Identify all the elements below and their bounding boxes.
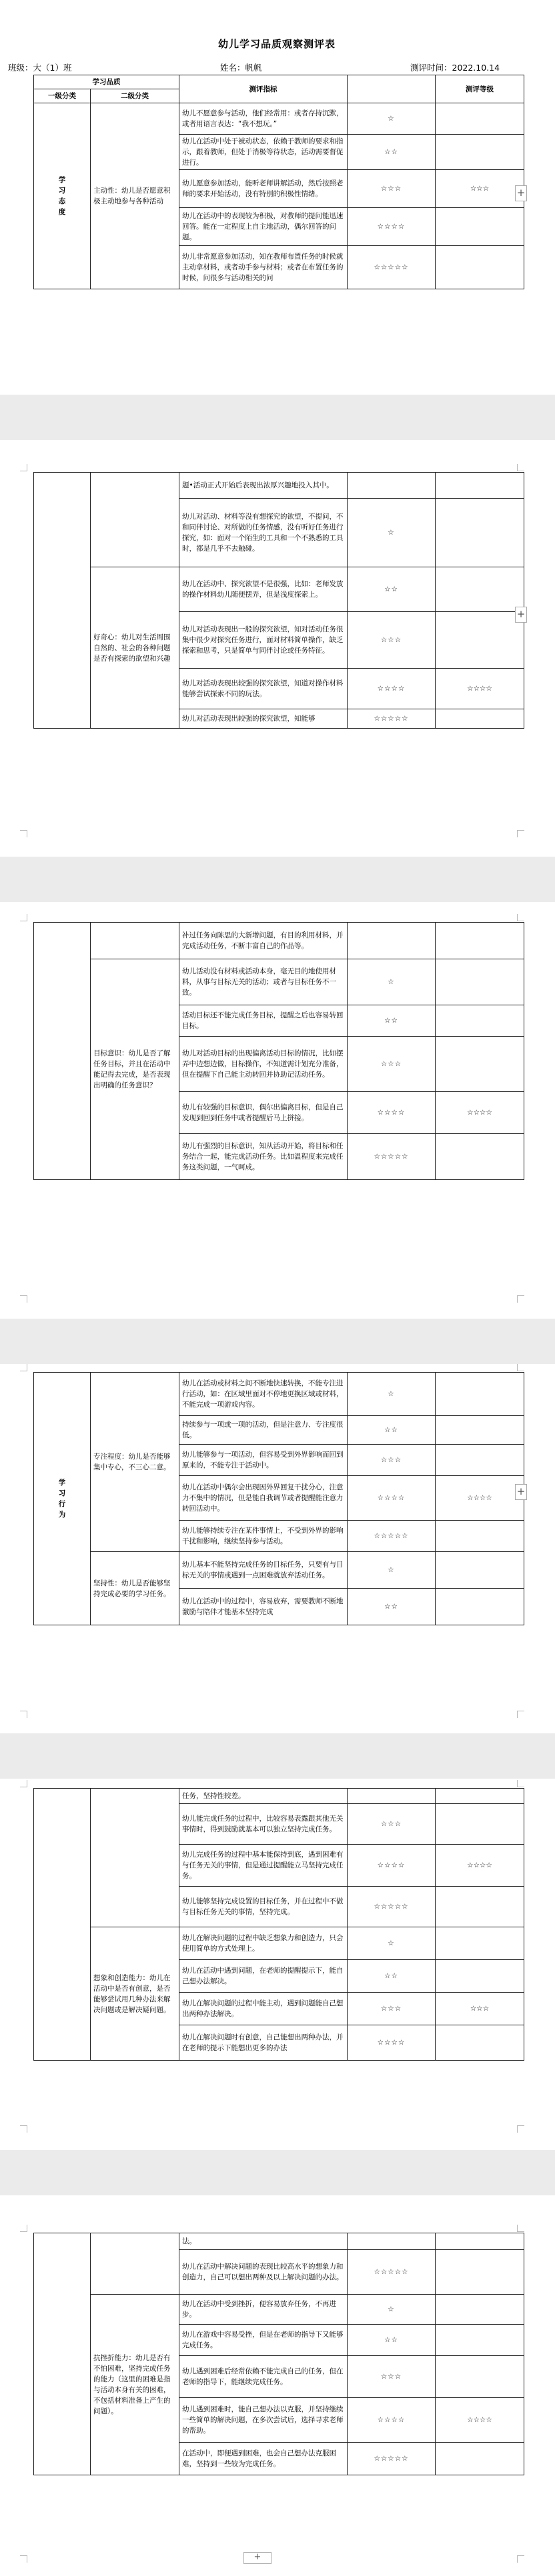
indicator-cell[interactable]: 幼儿非常愿意参加活动，知在教师布置任务的时候就主动拿材料，或者动手参与材料；或者在布置任务的时候，问很多与活动相关的问 (179, 246, 348, 289)
star-rating: ☆☆☆☆☆ (348, 1887, 436, 1927)
page-gap (0, 1733, 555, 1779)
indicator-cell[interactable]: 幼儿在游戏中容易受挫，但是在老师的指导下又能够完成任务。 (179, 2325, 348, 2356)
header-grade: 测评等级 (436, 75, 524, 103)
add-row-button[interactable]: + (243, 2552, 271, 2564)
category-blank (34, 2233, 91, 2475)
grade-cell[interactable]: ☆☆☆ (436, 1993, 524, 2025)
indicator-cell[interactable]: 幼儿在活动中的过程中，容易放弃，需要教师不断地激励与陪伴才能基本坚持完成 (179, 1589, 348, 1625)
document-page-5 (20, 1779, 534, 2150)
indicator-cell[interactable]: 幼儿基本不能坚持完成任务的目标任务，只要有与目标无关的事情或遇到一点困难就放弃活动任务。 (179, 1552, 348, 1589)
evaluation-table (33, 1372, 524, 1625)
indicator-cell[interactable]: 幼儿在活动中遇到问题，在老师的提醒提示下，能自己想办法解决。 (179, 1960, 348, 1993)
subcategory-initiative: 主动性：幼儿是否愿意积极主动地参与各种活动 (91, 103, 179, 289)
evaluation-table (33, 472, 524, 729)
indicator-cell[interactable]: 幼儿在解决问题的过程中能主动，遇到问题能自己想出两种办法解决。 (179, 1993, 348, 2025)
corner-mark (20, 1780, 27, 1787)
star-rating: ☆ (348, 1373, 436, 1416)
grade-cell[interactable] (436, 103, 524, 135)
subcategory-resilience: 抗挫折能力：幼儿是否有不怕困难，坚持完成任务的能力（这里的困难是指与活动本身有关的困难，不包括材料准备上产生的问题）。 (91, 2295, 179, 2475)
subcategory-focus: 专注程度：幼儿是否能够集中专心，不三心二意。 (91, 1373, 179, 1552)
corner-mark (517, 1295, 524, 1303)
grade-cell[interactable] (436, 1037, 524, 1092)
star-rating: ☆☆☆☆ (348, 1092, 436, 1134)
header-stars (348, 75, 436, 103)
grade-cell[interactable] (436, 1960, 524, 1993)
grade-cell[interactable] (436, 1134, 524, 1180)
indicator-cell[interactable]: 幼儿对活动表现出一般的探究欲望，知对活动任务很集中很少对探究任务进行，面对材料简单操作，缺乏探索和思考，只是简单与同伴讨论或任务特征。 (179, 612, 348, 669)
indicator-cell[interactable]: 幼儿对活动目标的出现偏离活动目标的情况，比如摆弄中边想边做，目标操作，不知道需计划充分准备，但在提醒下自己能主动转回并协助记活动任务。 (179, 1037, 348, 1092)
evaluation-table (33, 2233, 524, 2475)
corner-mark (20, 914, 27, 921)
grade-cell[interactable] (436, 1589, 524, 1625)
grade-cell[interactable] (436, 1887, 524, 1927)
corner-mark (517, 2225, 524, 2232)
corner-mark (20, 2225, 27, 2232)
subcategory-blank (91, 2233, 179, 2295)
header-level2: 二级分类 (91, 89, 179, 103)
star-rating: ☆☆ (348, 1005, 436, 1037)
header-group: 学习品质 (34, 75, 179, 89)
grade-cell[interactable] (436, 2025, 524, 2061)
corner-mark (20, 1364, 27, 1371)
indicator-cell[interactable]: 题•活动正式开始后表现出浓厚兴趣地投入其中。 (179, 473, 348, 499)
indicator-cell[interactable]: 幼儿活动没有材料或活动本身，毫无目的地使用材料，从事与目标无关的活动；或者与目标任务不一致。 (179, 959, 348, 1005)
category-blank (34, 923, 91, 1180)
corner-mark (20, 2125, 27, 2133)
star-rating: ☆ (348, 959, 436, 1005)
star-rating: ☆ (348, 103, 436, 135)
grade-cell[interactable] (436, 2295, 524, 2325)
page-gap (0, 395, 555, 440)
indicator-cell[interactable]: 在活动中，即便遇到困难，也会自己想办法克服困难，坚持到一些较为完成任务。 (179, 2443, 348, 2475)
header-level1: 一级分类 (34, 89, 91, 103)
corner-mark (20, 1711, 27, 1718)
corner-mark (20, 464, 27, 471)
document-page-4 (20, 1364, 534, 1733)
corner-mark (517, 1711, 524, 1718)
corner-mark (517, 2125, 524, 2133)
grade-cell[interactable] (436, 923, 524, 959)
category-blank (34, 473, 91, 729)
grade-cell[interactable] (436, 1445, 524, 1476)
star-rating: ☆☆☆ (348, 612, 436, 669)
grade-cell[interactable] (436, 1552, 524, 1589)
evaluation-table (33, 922, 524, 1180)
indicator-cell[interactable]: 幼儿在活动中解决问题的表现比较高水平的想象力和创造力，自己可以想出两种及以上解决问题的办法。 (179, 2250, 348, 2295)
indicator-cell[interactable]: 幼儿在活动或材料之间不断地快速转换，不能专注进行活动，如：在区域里面对不停地更换区域或材料，不能完成一项游戏内容。 (179, 1373, 348, 1416)
corner-mark (517, 1364, 524, 1371)
page-gap (0, 2150, 555, 2195)
evaluation-table (33, 1788, 524, 2061)
document-page-3 (20, 902, 534, 1319)
indicator-cell[interactable]: 幼儿遇到困难时，能自己想办法以克服，并坚持继续一些简单的解决问题，在多次尝试后，选择寻求老师的帮助。 (179, 2398, 348, 2443)
grade-cell[interactable] (436, 1789, 524, 1804)
star-rating: ☆☆ (348, 1589, 436, 1625)
grade-cell[interactable] (436, 1804, 524, 1845)
star-rating: ☆☆☆ (348, 2356, 436, 2398)
star-rating: ☆☆☆ (348, 1445, 436, 1476)
star-rating: ☆☆☆☆☆ (348, 1134, 436, 1180)
document-page-1 (8, 0, 534, 395)
grade-cell[interactable] (436, 2325, 524, 2356)
subcategory-goal: 目标意识：幼儿是否了解任务目标，并且在活动中能记得去完成，是否表现出明确的任务意识？ (91, 959, 179, 1180)
grade-cell[interactable]: ☆☆☆☆ (436, 1476, 524, 1521)
star-rating: ☆☆ (348, 2325, 436, 2356)
add-column-button[interactable]: + (515, 1484, 527, 1500)
document-page-2 (20, 440, 534, 857)
corner-mark (20, 2555, 27, 2563)
grade-cell[interactable] (436, 1927, 524, 1960)
grade-cell[interactable] (436, 709, 524, 729)
grade-cell[interactable] (436, 208, 524, 246)
subcategory-blank (91, 1789, 179, 1927)
star-rating: ☆☆☆☆☆ (348, 2443, 436, 2475)
star-rating: ☆ (348, 499, 436, 567)
star-rating: ☆☆☆☆ (348, 2025, 436, 2061)
evaluation-table (33, 75, 524, 289)
indicator-cell[interactable]: 幼儿对活动表现出较强的探究欲望，知能够 (179, 709, 348, 729)
grade-cell[interactable] (436, 246, 524, 289)
indicator-cell[interactable]: 幼儿在解决问题的过程中缺乏想象力和创造力，只会使用简单的方式处理上。 (179, 1927, 348, 1960)
star-rating: ☆☆☆☆ (348, 1845, 436, 1887)
doc-title: 幼儿学习品质观察测评表 (217, 38, 336, 50)
grade-cell[interactable] (436, 1373, 524, 1416)
corner-mark (20, 1295, 27, 1303)
indicator-cell[interactable]: 幼儿完成任务的过程中基本能保持到底，遇到困难有与任务无关的事情，但是通过提醒能立马坚持完成任务。 (179, 1845, 348, 1887)
grade-cell[interactable]: ☆☆☆☆ (436, 2398, 524, 2443)
page-gap (0, 857, 555, 902)
corner-mark (20, 830, 27, 837)
header-indicator: 测评指标 (179, 75, 348, 103)
category-attitude: 学 习 态 度 (34, 103, 91, 289)
star-rating: ☆☆☆ (348, 170, 436, 208)
star-rating: ☆☆☆ (348, 1804, 436, 1845)
star-rating: ☆☆ (348, 567, 436, 612)
star-rating: ☆☆☆☆☆ (348, 2250, 436, 2295)
corner-mark (517, 830, 524, 837)
star-rating: ☆ (348, 2295, 436, 2325)
grade-cell[interactable]: ☆☆☆☆ (436, 669, 524, 709)
corner-mark (517, 464, 524, 471)
subcategory-blank (91, 473, 179, 567)
page-gap (0, 1319, 555, 1364)
indicator-cell[interactable]: 活动目标还不能完成任务目标，提醒之后也容易转回目标。 (179, 1005, 348, 1037)
grade-cell[interactable]: ☆☆☆☆ (436, 1092, 524, 1134)
indicator-cell[interactable]: 幼儿有较强的目标意识，偶尔出偏离目标，但是自己发现到回到任务中或者提醒后马上拼接。 (179, 1092, 348, 1134)
star-rating: ☆☆☆☆ (348, 669, 436, 709)
subcategory-blank (91, 923, 179, 959)
class-info: 班级：大（1）班 (8, 63, 72, 73)
star-rating: ☆ (348, 1927, 436, 1960)
indicator-cell[interactable]: 幼儿对活动、材料等没有想探究的欲望，不提问，不和同伴讨论、对所做的任务情感，没有听好任务进行探究，如：面对一个陌生的工具和一个不熟悉的工具时，都是几乎不去触碰。 (179, 499, 348, 567)
indicator-cell[interactable]: 幼儿在活动中处于被动状态，依赖于教师的要求和指示，跟着教师，但处于消极等待状态，活动需要督促进行。 (179, 135, 348, 170)
grade-cell[interactable] (436, 2250, 524, 2295)
indicator-cell[interactable]: 法。 (179, 2233, 348, 2250)
grade-cell[interactable] (436, 1005, 524, 1037)
indicator-cell[interactable]: 任务，坚持性较差。 (179, 1789, 348, 1804)
indicator-cell[interactable]: 幼儿有强烈的目标意识，知从活动开始，将目标和任务结合一起，能完成活动任务。比如温程度来完成任务这类问题，一气呵成。 (179, 1134, 348, 1180)
star-rating: ☆☆☆☆ (348, 1476, 436, 1521)
grade-cell[interactable]: ☆☆☆ (436, 170, 524, 208)
grade-cell[interactable] (436, 499, 524, 567)
grade-cell[interactable] (436, 1416, 524, 1445)
star-rating: ☆☆☆ (348, 1037, 436, 1092)
corner-mark (517, 2555, 524, 2563)
category-blank (34, 1789, 91, 2061)
indicator-cell[interactable]: 幼儿在解决问题时有创意，自己能想出两种办法，并在老师的提示下能想出更多的办法 (179, 2025, 348, 2061)
star-rating (348, 923, 436, 959)
indicator-cell[interactable]: 补过任务向陈思的大新增问题，有目的利用材料，并完成活动任务，不断丰富自己的作品等。 (179, 923, 348, 959)
subcategory-curiosity: 好奇心：幼儿对生活周围自然的、社会的各种问题是否有探索的欲望和兴趣 (91, 567, 179, 729)
document-page-6 (20, 2195, 534, 2576)
grade-cell[interactable] (436, 1521, 524, 1552)
indicator-cell[interactable]: 幼儿在活动中、探究欲望不是很强，比如：老师发放的操作材料幼儿随便摆弄，但是浅度探索上。 (179, 567, 348, 612)
grade-cell[interactable] (436, 2443, 524, 2475)
star-rating (348, 473, 436, 499)
grade-cell[interactable]: ☆☆☆☆ (436, 1845, 524, 1887)
star-rating: ☆☆☆☆☆ (348, 709, 436, 729)
star-rating: ☆☆ (348, 135, 436, 170)
indicator-cell[interactable]: 幼儿能完成任务的过程中，比较容易表露跟其他无关事情时，得到鼓励就基本可以独立坚持完成任务。 (179, 1804, 348, 1845)
indicator-cell[interactable]: 幼儿在活动中偶尔会出现因外界回复干扰分心，注意力不集中的情况，但是能自我调节或者提醒能注意力转回活动中。 (179, 1476, 348, 1521)
star-rating: ☆☆☆☆ (348, 208, 436, 246)
name-info: 姓名：帆帆 (220, 63, 262, 73)
indicator-cell[interactable]: 幼儿能够坚持完成设置的目标任务，并在过程中不做与目标任务无关的事情，坚持完成。 (179, 1887, 348, 1927)
indicator-cell[interactable]: 幼儿遇到困难后经常依赖不能完成自己的任务，但在老师的指导下，能继续完成任务。 (179, 2356, 348, 2398)
indicator-cell[interactable]: 幼儿不愿意参与活动，他们经常用：或者存持沉默，或者用语言表达：“我不想玩。” (179, 103, 348, 135)
indicator-cell[interactable]: 幼儿对活动表现出较强的探究欲望，知道对操作材料能够尝试探索不同的玩法。 (179, 669, 348, 709)
star-rating: ☆☆ (348, 1960, 436, 1993)
star-rating: ☆ (348, 1552, 436, 1589)
grade-cell[interactable] (436, 135, 524, 170)
star-rating: ☆☆☆☆ (348, 2398, 436, 2443)
star-rating: ☆☆☆☆☆ (348, 1521, 436, 1552)
indicator-cell[interactable]: 持续参与一项或一项的活动，但是注意力、专注度很低。 (179, 1416, 348, 1445)
star-rating (348, 1789, 436, 1804)
subcategory-persist: 坚持性：幼儿是否能够坚持完成必要的学习任务。 (91, 1552, 179, 1625)
star-rating (348, 2233, 436, 2250)
grade-cell[interactable] (436, 473, 524, 499)
add-column-button[interactable]: + (515, 185, 527, 201)
star-rating: ☆☆☆ (348, 1993, 436, 2025)
grade-cell[interactable] (436, 612, 524, 669)
indicator-cell[interactable]: 幼儿能够持续专注在某件事情上，不受到外界的影响干扰和影响，继续坚持参与活动。 (179, 1521, 348, 1552)
corner-mark (517, 1780, 524, 1787)
indicator-cell[interactable]: 幼儿愿意参加活动，能听老师讲解活动，然后按照老师的要求开始活动，没有特别的积极性情绪。 (179, 170, 348, 208)
grade-cell[interactable] (436, 2356, 524, 2398)
grade-cell[interactable] (436, 959, 524, 1005)
indicator-cell[interactable]: 幼儿在活动中的表现较为积极，对教师的提问能迅速回答。能在一定程度上自主地活动，偶尔回答的问题。 (179, 208, 348, 246)
star-rating: ☆☆ (348, 1416, 436, 1445)
indicator-cell[interactable]: 幼儿能够参与一项活动，但容易受到外界影响而回到原来的，不能专注于活动中。 (179, 1445, 348, 1476)
add-column-button[interactable]: + (515, 607, 527, 623)
grade-cell[interactable] (436, 2233, 524, 2250)
subcategory-imagine: 想象和创造能力：幼儿在活动中是否有创意，是否能够尝试用几种办法来解决问题或是解决疑问题。 (91, 1927, 179, 2061)
corner-mark (517, 914, 524, 921)
grade-cell[interactable] (436, 567, 524, 612)
date-info: 测评时间：2022.10.14 (410, 63, 500, 73)
star-rating: ☆☆☆☆☆ (348, 246, 436, 289)
indicator-cell[interactable]: 幼儿在活动中受到挫折，便容易放弃任务，不再进步。 (179, 2295, 348, 2325)
category-behavior: 学 习 行 为 (34, 1373, 91, 1625)
